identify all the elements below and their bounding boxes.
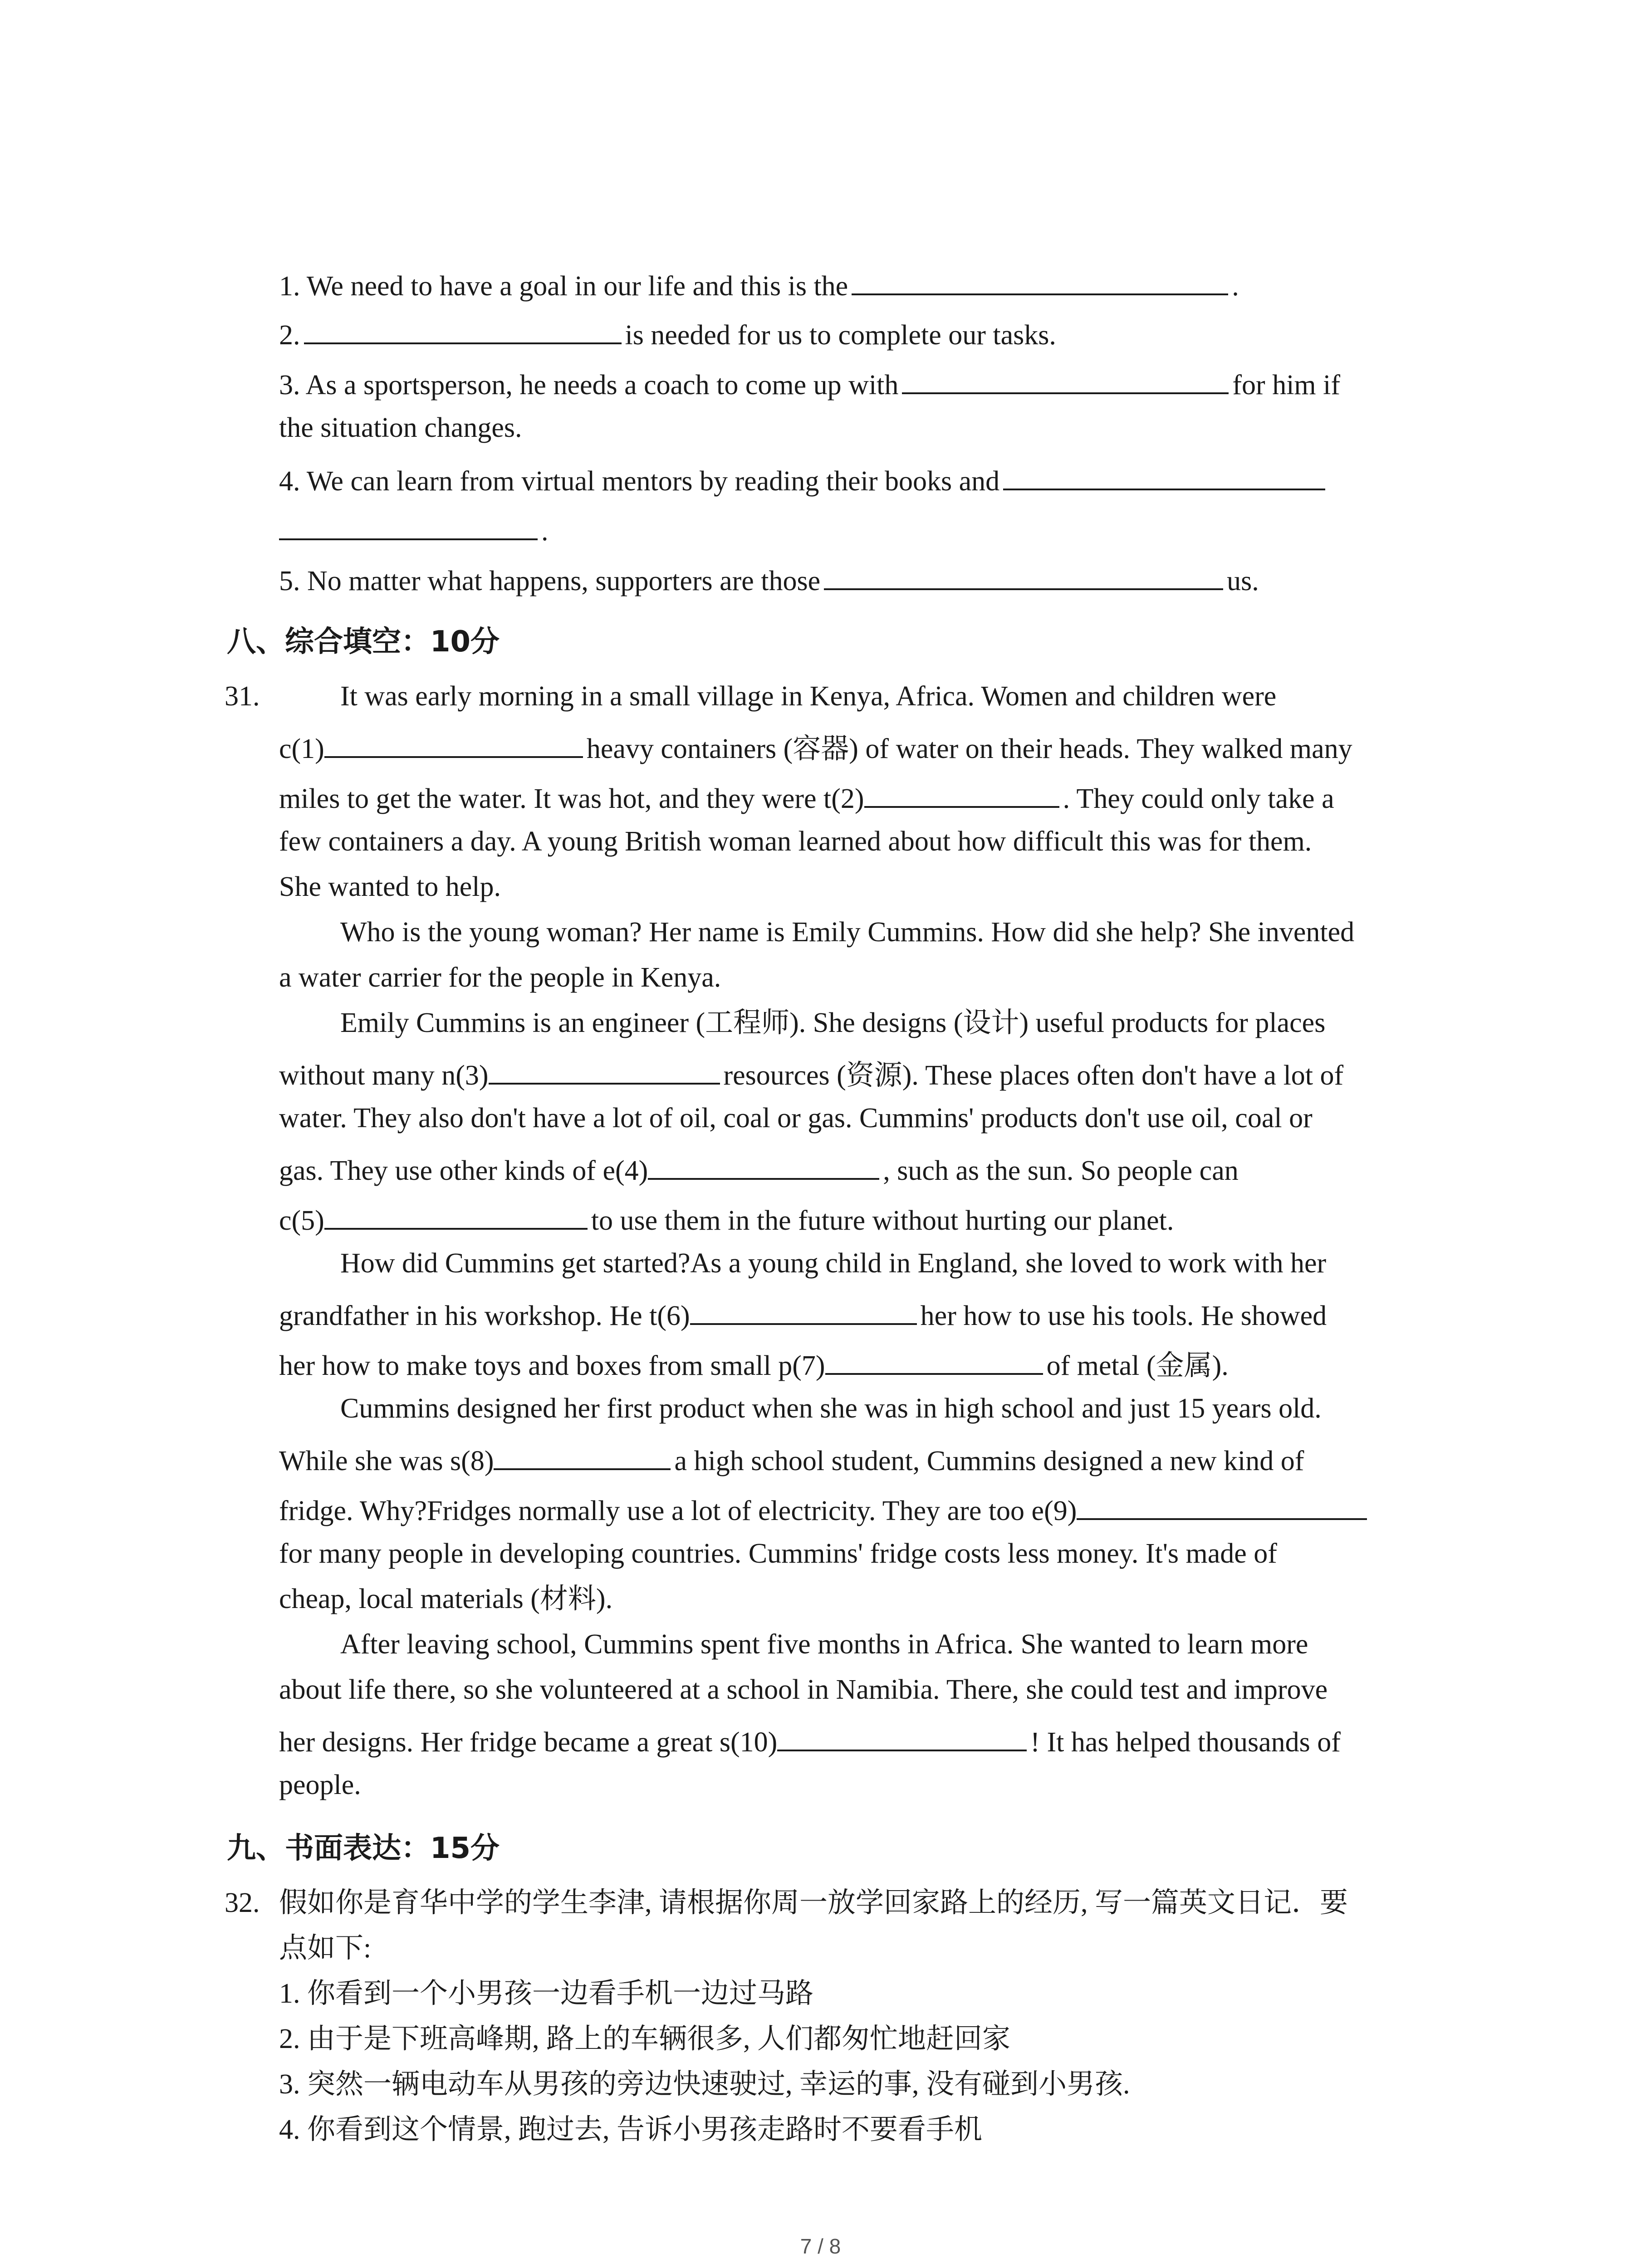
passage-line: without many n(3) resources (资源). These places often don't have a lot of bbox=[279, 1055, 1343, 1094]
answer-blank-5[interactable] bbox=[324, 1200, 588, 1230]
answer-blank[interactable] bbox=[304, 314, 622, 344]
passage-line: After leaving school, Cummins spent five months in Africa. She wanted to learn more bbox=[340, 1629, 1308, 1660]
page-number: 7 / 8 bbox=[800, 2234, 841, 2258]
answer-blank[interactable] bbox=[852, 265, 1228, 295]
prompt-line: 2. 由于是下班高峰期, 路上的车辆很多, 人们都匆忙地赶回家 bbox=[279, 2024, 1011, 2054]
item-4: 4. We can learn from virtual mentors by reading their books and bbox=[279, 460, 1329, 499]
prompt-line: 4. 你看到这个情景, 跑过去, 告诉小男孩走路时不要看手机 bbox=[279, 2114, 983, 2145]
passage-line: her how to make toys and boxes from small p(7) of metal (金属). bbox=[279, 1345, 1229, 1384]
passage-line: While she was s(8) a high school student, Cummins designed a new kind of bbox=[279, 1440, 1304, 1479]
passage-line: people. bbox=[279, 1769, 361, 1800]
passage-line: for many people in developing countries. Cummins' fridge costs less money. It's made of bbox=[279, 1538, 1277, 1569]
passage-line: She wanted to help. bbox=[279, 871, 501, 902]
answer-blank-8[interactable] bbox=[494, 1440, 671, 1470]
section-heading: 八、综合填空：10分 bbox=[227, 625, 500, 659]
passage-line: water. They also don't have a lot of oil, coal or gas. Cummins' products don't use oil, coal or bbox=[279, 1103, 1313, 1134]
item-4-line2: . bbox=[279, 510, 549, 549]
answer-blank[interactable] bbox=[824, 560, 1223, 590]
passage-line: about life there, so she volunteered at a school in Namibia. There, she could test and improve bbox=[279, 1674, 1328, 1705]
answer-blank-4[interactable] bbox=[648, 1150, 879, 1180]
answer-blank-7[interactable] bbox=[825, 1345, 1043, 1375]
passage-line: Emily Cummins is an engineer (工程师). She designs (设计) useful products for places bbox=[340, 1007, 1326, 1038]
item-2: 2. is needed for us to complete our tasks. bbox=[279, 314, 1056, 353]
prompt-line: 点如下: bbox=[279, 1933, 372, 1964]
answer-blank-10[interactable] bbox=[777, 1721, 1027, 1751]
passage-line: It was early morning in a small village in Kenya, Africa. Women and children were bbox=[340, 681, 1277, 712]
item-5: 5. No matter what happens, supporters are those us. bbox=[279, 560, 1259, 599]
passage-line: miles to get the water. It was hot, and they were t(2) . They could only take a bbox=[279, 778, 1334, 817]
passage-line: fridge. Why?Fridges normally use a lot of electricity. They are too e(9) bbox=[279, 1490, 1371, 1529]
answer-blank-2[interactable] bbox=[864, 778, 1059, 808]
answer-blank-9[interactable] bbox=[1077, 1490, 1367, 1520]
answer-blank-6[interactable] bbox=[690, 1295, 917, 1325]
prompt-line: 3. 突然一辆电动车从男孩的旁边快速驶过, 幸运的事, 没有碰到小男孩. bbox=[279, 2069, 1130, 2100]
passage-line: her designs. Her fridge became a great s(10) ! It has helped thousands of bbox=[279, 1721, 1341, 1760]
item-3: 3. As a sportsperson, he needs a coach to come up with for him if bbox=[279, 364, 1340, 403]
passage-line: c(1) heavy containers (容器) of water on their heads. They walked many bbox=[279, 728, 1352, 767]
passage-line: Cummins designed her first product when she was in high school and just 15 years old. bbox=[340, 1393, 1322, 1424]
passage-line: grandfather in his workshop. He t(6) her how to use his tools. He showed bbox=[279, 1295, 1327, 1334]
passage-line: Who is the young woman? Her name is Emily Cummins. How did she help? She invented bbox=[340, 917, 1355, 948]
answer-blank[interactable] bbox=[279, 510, 538, 540]
passage-line: a water carrier for the people in Kenya. bbox=[279, 962, 721, 993]
passage-line: gas. They use other kinds of e(4) , such as the sun. So people can bbox=[279, 1150, 1239, 1189]
answer-blank[interactable] bbox=[902, 364, 1229, 394]
answer-blank[interactable] bbox=[1003, 460, 1325, 490]
passage-line: c(5) to use them in the future without hurting our planet. bbox=[279, 1200, 1174, 1239]
prompt-line: 假如你是育华中学的学生李津, 请根据你周一放学回家路上的经历, 写一篇英文日记．要 bbox=[279, 1887, 1348, 1918]
answer-blank-3[interactable] bbox=[489, 1055, 720, 1085]
item-3-line2: the situation changes. bbox=[279, 412, 522, 443]
section-heading: 九、书面表达：15分 bbox=[227, 1832, 500, 1865]
item-1: 1. We need to have a goal in our life and this is the . bbox=[279, 265, 1239, 304]
prompt-line: 1. 你看到一个小男孩一边看手机一边过马路 bbox=[279, 1978, 814, 2009]
passage-line: few containers a day. A young British woman learned about how difficult this was for them. bbox=[279, 826, 1312, 857]
question-number: 32. bbox=[225, 1887, 260, 1918]
answer-blank-1[interactable] bbox=[324, 728, 583, 758]
passage-line: cheap, local materials (材料). bbox=[279, 1584, 613, 1614]
passage-line: How did Cummins get started?As a young child in England, she loved to work with her bbox=[340, 1248, 1327, 1279]
question-number: 31. bbox=[225, 681, 260, 712]
